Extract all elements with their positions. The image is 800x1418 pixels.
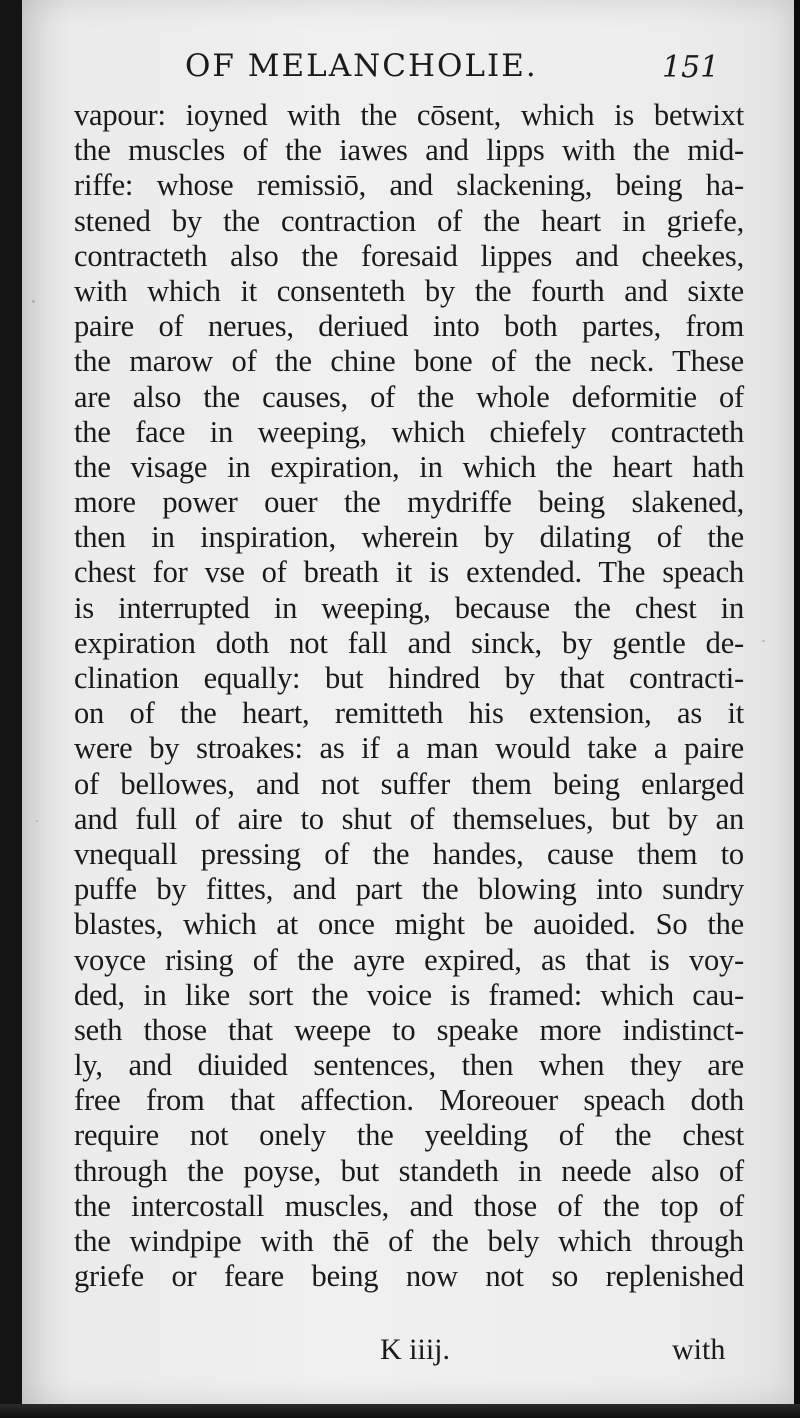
text-line: chest for vse of breath it is extended. The speach <box>74 555 744 590</box>
text-line: vapour: ioyned with the cōsent, which is betwixt <box>74 98 744 132</box>
text-line: clination equally: but hindred by that contracti- <box>74 661 744 695</box>
text-line: free from that affection. Moreouer speach doth <box>74 1083 744 1118</box>
text-line: are also the causes, of the whole deformitie of <box>74 379 744 414</box>
text-line: blastes, which at once might be auoided. So the <box>74 907 744 942</box>
paper-speck <box>762 640 765 642</box>
paper-speck <box>36 820 38 822</box>
body-text <box>74 98 744 1294</box>
text-line: vnequall pressing of the handes, cause them to <box>74 836 744 871</box>
text-line: the visage in expiration, in which the heart hath <box>74 449 744 484</box>
scan-border-bottom <box>0 1404 800 1418</box>
scan-border-right <box>794 0 800 1418</box>
text-line: ly, and diuided sentences, then when they are <box>74 1048 744 1083</box>
text-line: with which it consenteth by the fourth and sixte <box>74 273 744 308</box>
text-line: were by stroakes: as if a man would take a paire <box>74 731 744 766</box>
text-line: contracteth also the foresaid lippes and cheekes, <box>74 238 744 273</box>
text-line: paire of nerues, deriued into both partes, from <box>74 309 744 344</box>
signature-mark: K iiij. <box>380 1333 451 1366</box>
page-header <box>22 48 794 92</box>
text-line: the muscles of the iawes and lipps with the mid- <box>74 133 744 168</box>
text-line: the marow of the chine bone of the neck. These <box>74 344 744 379</box>
text-line: puffe by fittes, and part the blowing into sundry <box>74 872 744 907</box>
text-line: through the poyse, but standeth in neede also of <box>74 1153 744 1188</box>
text-line: seth those that weepe to speake more indistinct- <box>74 1012 744 1047</box>
running-head: OF MELANCHOLIE. <box>185 48 538 84</box>
text-line: stened by the contraction of the heart in griefe, <box>74 203 744 238</box>
text-line: voyce rising of the ayre expired, as that is voy- <box>74 942 744 977</box>
page-number: 151 <box>662 50 720 85</box>
paper-speck <box>32 300 35 303</box>
text-line: riffe: whose remissiō, and slackening, being ha- <box>74 168 744 203</box>
text-line: the face in weeping, which chiefely contracteth <box>74 414 744 449</box>
text-line: the windpipe with thē of the bely which through <box>74 1224 744 1258</box>
text-line: and full of aire to shut of themselues, but by an <box>74 801 744 836</box>
text-line: more power ouer the mydriffe being slakened, <box>74 485 744 520</box>
text-line: expiration doth not fall and sinck, by gentle de- <box>74 625 744 660</box>
text-line: ded, in like sort the voice is framed: which cau- <box>74 977 744 1012</box>
text-line: is interrupted in weeping, because the chest in <box>74 590 744 625</box>
text-line: the intercostall muscles, and those of the top of <box>74 1188 744 1223</box>
text-line: griefe or feare being now not so replenished <box>74 1259 744 1294</box>
text-line: on of the heart, remitteth his extension, as it <box>74 696 744 731</box>
text-line: require not onely the yeelding of the chest <box>74 1118 744 1153</box>
text-line: of bellowes, and not suffer them being enlarged <box>74 766 744 801</box>
page-footer <box>22 1333 794 1373</box>
text-line: then in inspiration, wherein by dilating of the <box>74 520 744 555</box>
paper-sheet <box>22 0 794 1404</box>
catchword: with <box>672 1333 726 1366</box>
